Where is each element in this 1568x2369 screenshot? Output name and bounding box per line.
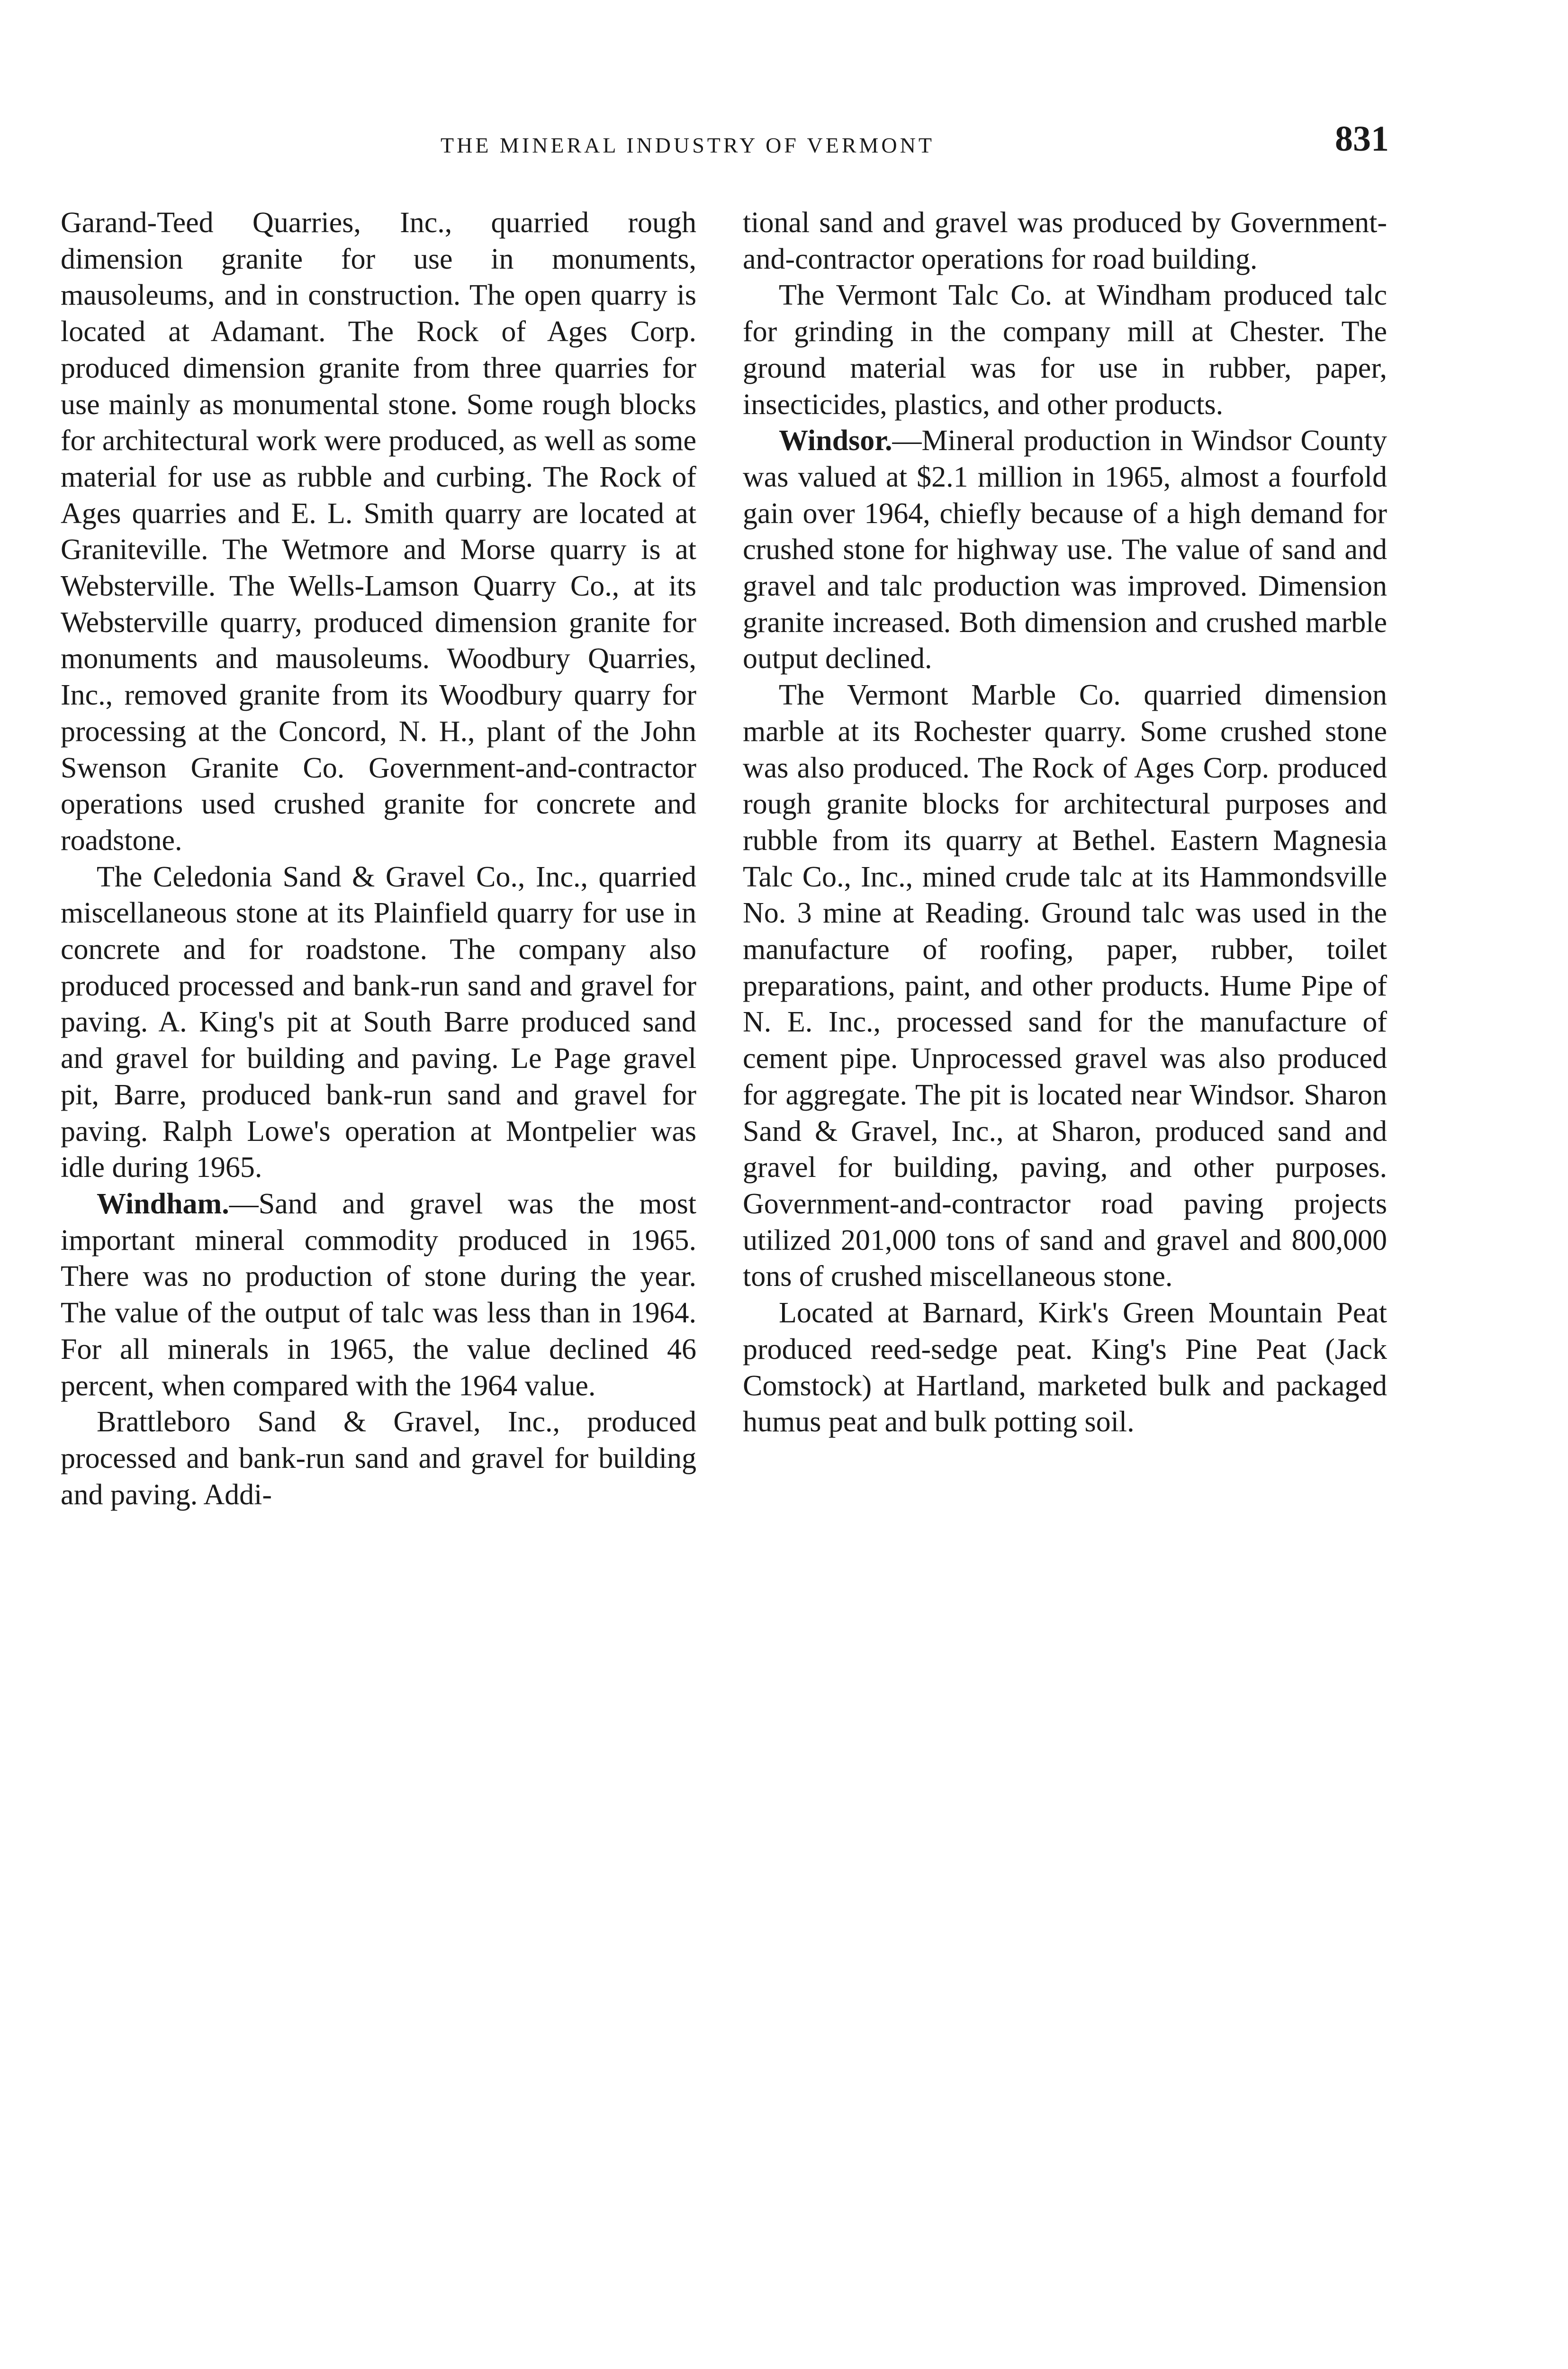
left-column [61, 205, 696, 1513]
windsor-text: —Mineral production in Windsor County was valued at $2.1 million in 1965, almost a fourfold gain over 1964, chiefly because of a high demand for crushed stone for highway use. The value of sand and gravel and talc production was improved. Dimension granite increased. Both dimension and crushed marble output declined. [743, 425, 1387, 675]
page-header [0, 119, 1568, 170]
paragraph-brattleboro: Brattleboro Sand & Gravel, Inc., produced processed and bank-run sand and gravel for building and paving. Addi- [61, 1406, 696, 1511]
paragraph-barnard-peat: Located at Barnard, Kirk's Green Mountain Peat produced reed-sedge peat. King's Pine Peat (Jack Comstock) at Hartland, marketed bulk and packaged humus peat and bulk potting soil. [743, 1297, 1387, 1438]
paragraph-windham [61, 1186, 696, 1404]
paragraph-celedonia: The Celedonia Sand & Gravel Co., Inc., quarried miscellaneous stone at its Plainfield quarry for use in concrete and for roadstone. The company also produced processed and bank-run sand and gravel for paving. A. King's pit at South Barre produced sand and gravel for building and paving. Le Page gravel pit, Barre, produced bank-run sand and gravel for paving. Ralph Lowe's operation at Montpelier was idle during 1965. [61, 860, 696, 1184]
right-column [743, 205, 1387, 1440]
paragraph-continued: tional sand and gravel was produced by Government-and-contractor operations for road building. [743, 207, 1387, 275]
windham-text: —Sand and gravel was the most important mineral commodity produced in 1965. There was no production of stone during the year. The value of the output of talc was less than in 1964. For all minerals in 1965, the value declined 46 percent, when compared with the 1964 value. [61, 1187, 696, 1402]
section-heading-windsor: Windsor. [779, 425, 892, 457]
paragraph-vermont-marble: The Vermont Marble Co. quarried dimension marble at its Rochester quarry. Some crushed stone was also produced. The Rock of Ages Corp. produced rough granite blocks for architectural purposes and rubble from its quarry at Bethel. Eastern Magnesia Talc Co., Inc., mined crude talc at its Hammondsville No. 3 mine at Reading. Ground talc was used in the manufacture of roofing, paper, rubber, toilet preparations, paint, and other products. Hume Pipe of N. E. Inc., processed sand for the manufacture of cement pipe. Unprocessed gravel was also produced for aggregate. The pit is located near Windsor. Sharon Sand & Gravel, Inc., at Sharon, produced sand and gravel for building, paving, and other purposes. Government-and-contractor road paving projects utilized 201,000 tons of sand and gravel and 800,000 tons of crushed miscellaneous stone. [743, 679, 1387, 1293]
paragraph-garand-teed: Garand-Teed Quarries, Inc., quarried rough dimension granite for use in monuments, mausoleums, and in construction. The open quarry is located at Adamant. The Rock of Ages Corp. produced dimension granite from three quarries for use mainly as monumental stone. Some rough blocks for architectural work were produced, as well as some material for use as rubble and curbing. The Rock of Ages quarries and E. L. Smith quarry are located at Graniteville. The Wetmore and Morse quarry is at Websterville. The Wells-Lamson Quarry Co., at its Websterville quarry, produced dimension granite for monuments and mausoleums. Woodbury Quarries, Inc., removed granite from its Woodbury quarry for processing at the Concord, N. H., plant of the John Swenson Granite Co. Government-and-contractor operations used crushed granite for concrete and roadstone. [61, 207, 696, 857]
paragraph-windsor [743, 423, 1387, 677]
running-title: THE MINERAL INDUSTRY OF VERMONT [441, 133, 935, 157]
page-number: 831 [1335, 119, 1389, 159]
paragraph-vermont-talc: The Vermont Talc Co. at Windham produced talc for grinding in the company mill at Chester. The ground material was for use in rubber, paper, insecticides, plastics, and other products. [743, 279, 1387, 421]
section-heading-windham: Windham. [97, 1187, 229, 1220]
